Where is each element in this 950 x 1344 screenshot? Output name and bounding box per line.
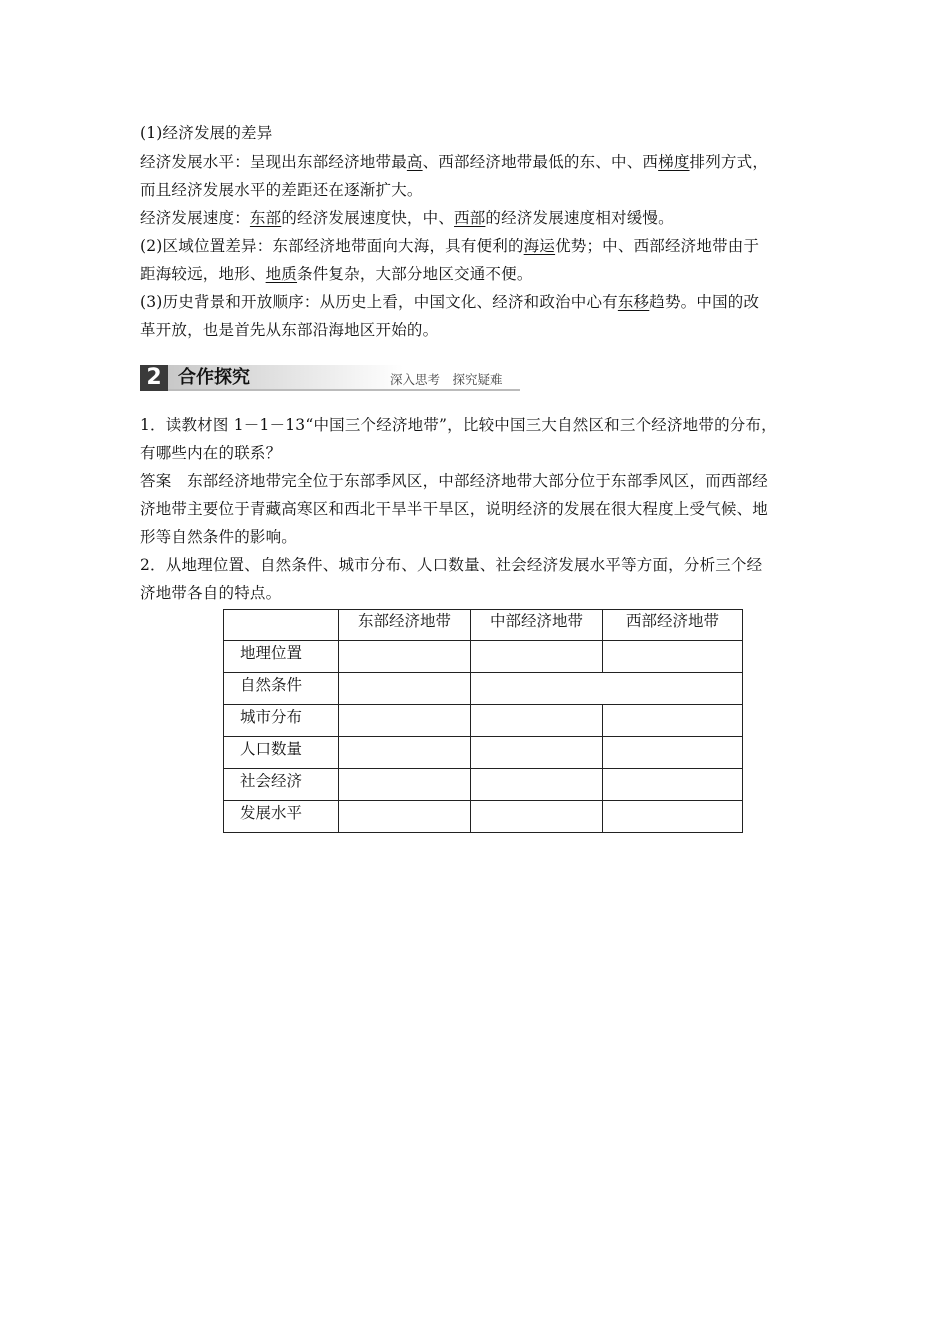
text-run: 济地带主要位于青藏高寒区和西北干旱半干旱区，说明经济的发展在很大程度上受气候、地 [140,500,769,518]
question1-line [140,415,777,435]
table-cell [603,641,743,673]
table-header-cell [224,610,339,641]
text-run: 有哪些内在的联系？ [140,444,282,462]
table-cell [339,737,471,769]
text-run: 的经济发展速度相对缓慢。 [485,209,674,227]
section-subtitle: 深入思考 探究疑难 [390,372,503,387]
item2-line-2 [140,264,533,284]
text-run: 优势；中、西部经济地带由于 [555,237,760,255]
text-run: 条件复杂，大部分地区交通不便。 [297,265,533,283]
section-banner [140,365,520,391]
table-cell [471,769,603,801]
table-header-row [224,610,743,641]
level-line [140,152,768,172]
text-run: 1．读教材图 1－1－13“中国三个经济地带”，比较中国三大自然区和三个经济地带的分布， [140,416,777,434]
table-header-cell: 东部经济地带 [339,610,471,641]
text-run: 答案 东部经济地带完全位于东部季风区，中部经济地带大部分位于东部季风区，而西部经 [140,472,769,490]
table-cell [471,801,603,833]
text-run: 经济发展速度： [140,209,250,227]
table-cell [471,641,603,673]
table-cell [471,737,603,769]
table-cell [603,769,743,801]
table-cell [339,673,471,705]
item1-title-text: (1)经济发展的差异 [140,124,273,142]
text-run: 革开放，也是首先从东部沿海地区开始的。 [140,321,439,339]
item3-line-2 [140,320,438,340]
table-row [224,737,743,769]
text-run: 形等自然条件的影响。 [140,528,298,546]
underlined-term: 东部 [249,209,282,227]
item3-line [140,292,759,312]
section-number-badge: 2 [140,365,168,391]
table-cell [339,769,471,801]
underlined-term: 东移 [617,293,650,311]
text-run: 2．从地理位置、自然条件、城市分布、人口数量、社会经济发展水平等方面，分析三个经 [140,556,763,574]
table-cell-merged [471,673,743,705]
text-run: 排列方式， [689,153,769,171]
text-run: 距海较远，地形、 [140,265,266,283]
row-label: 城市分布 [224,705,339,737]
table-cell [603,801,743,833]
underlined-term: 高 [406,153,423,171]
row-label: 自然条件 [224,673,339,705]
table-row [224,801,743,833]
speed-line [140,208,674,228]
row-label: 社会经济 [224,769,339,801]
text-run: (3)历史背景和开放顺序：从历史上看，中国文化、经济和政治中心有 [140,293,618,311]
answer-line-2 [140,499,768,519]
question1-line-2 [140,443,281,463]
underlined-term: 西部 [454,209,486,227]
question2-line [140,555,762,575]
table-cell [471,705,603,737]
answer-line [140,471,768,491]
text-run: (2)区域位置差异：东部经济地带面向大海，具有便利的 [140,237,524,255]
comparison-table [223,609,743,833]
text-run: 趋势。中国的改 [649,293,760,311]
table-cell [603,705,743,737]
text-run: 的经济发展速度快，中、 [281,209,455,227]
underlined-term: 梯度 [658,153,690,171]
table-cell [603,737,743,769]
text-run: 经济发展水平：呈现出东部经济地带最 [140,153,407,171]
table-row [224,769,743,801]
table-cell [339,641,471,673]
row-label: 人口数量 [224,737,339,769]
table-header-cell: 西部经济地带 [603,610,743,641]
table-cell [339,705,471,737]
table-row [224,705,743,737]
underlined-term: 地质 [265,265,298,283]
text-run: 济地带各自的特点。 [140,584,282,602]
row-label: 地理位置 [224,641,339,673]
row-label: 发展水平 [224,801,339,833]
answer-line-3 [140,527,297,547]
table-row [224,641,743,673]
underlined-term: 海运 [523,237,556,255]
table-cell [339,801,471,833]
text-run: 、西部经济地带最低的东、中、西 [422,153,659,171]
section-title: 合作探究 [178,367,250,388]
table-header-cell: 中部经济地带 [471,610,603,641]
item2-line [140,236,759,256]
item1-title [140,123,272,143]
question2-line-2 [140,583,281,603]
level-line-2 [140,180,423,200]
table-row [224,673,743,705]
text-run: 而且经济发展水平的差距还在逐渐扩大。 [140,181,423,199]
